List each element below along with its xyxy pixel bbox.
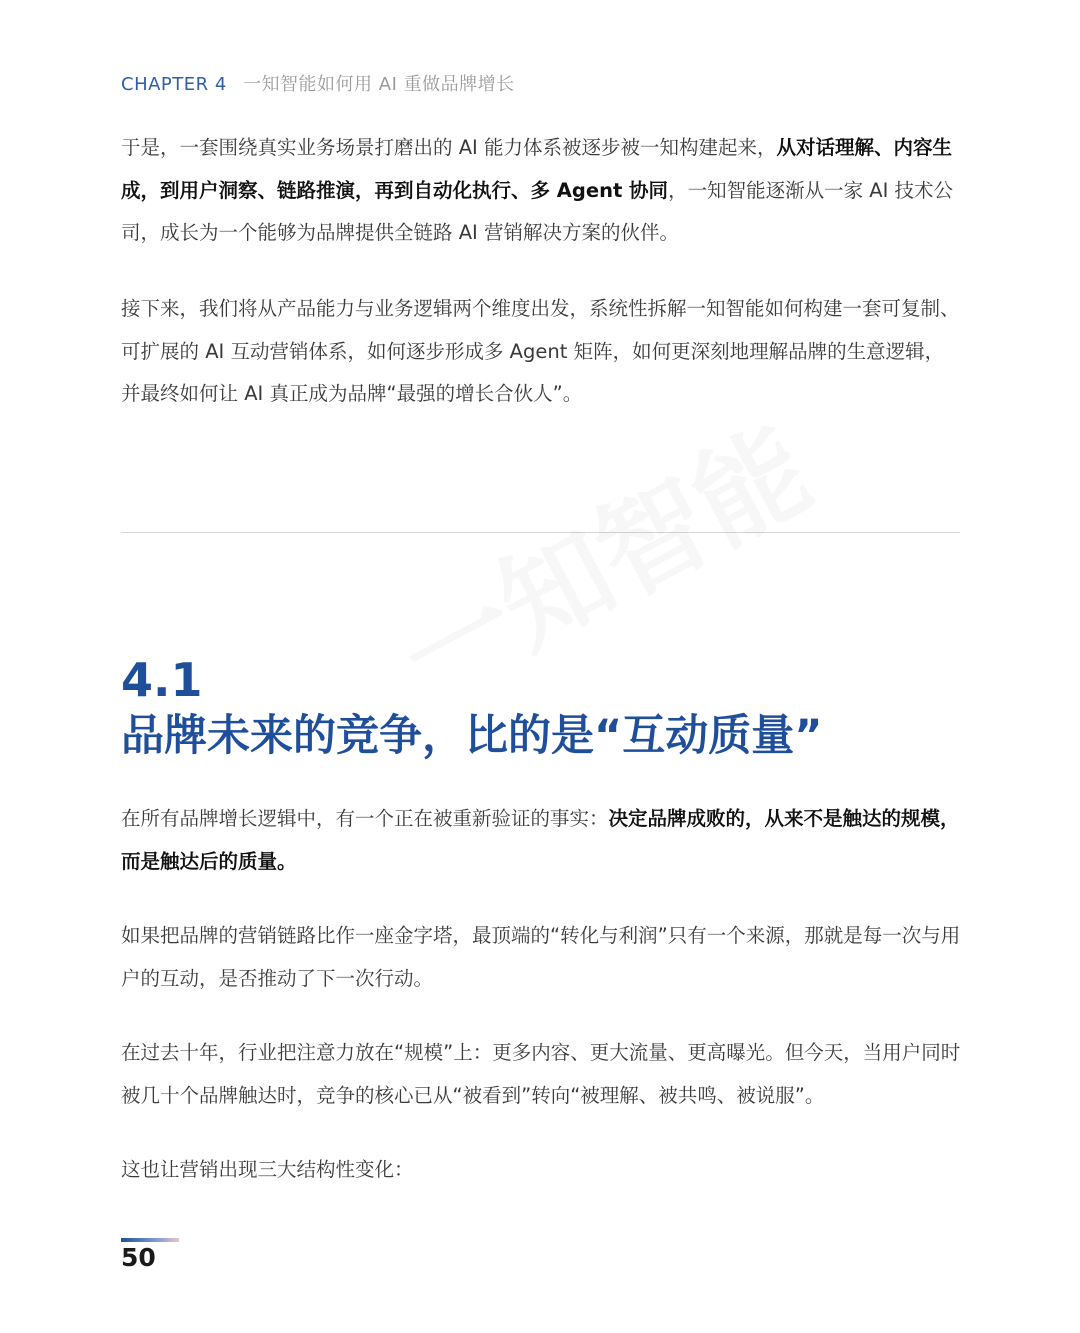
body-paragraph-3: 在过去十年，行业把注意力放在“规模”上：更多内容、更大流量、更高曝光。但今天，当用户同时被几十个品牌触达时，竞争的核心已从“被看到”转向“被理解、被共鸣、被说服”。	[121, 1041, 961, 1107]
section-title: 品牌未来的竞争，比的是“互动质量”	[121, 711, 823, 761]
body-paragraph-4: 这也让营销出现三大结构性变化：	[121, 1158, 414, 1181]
page-number: 50	[121, 1243, 156, 1272]
body-paragraph-1	[121, 798, 961, 883]
chapter-label: CHAPTER 4	[121, 74, 227, 95]
chapter-subtitle: 一知智能如何用 AI 重做品牌增长	[243, 74, 515, 95]
body-p1-bold: 决定品牌成败的，从来不是触达的规模，而是触达后的质量。	[121, 807, 960, 873]
intro-p1-bold: 从对话理解、内容生成，到用户洞察、链路推演，再到自动化执行、多 Agent 协同	[121, 136, 953, 202]
intro-p1-text-b: ，一知智能逐渐从一家 AI 技术公司，成长为一个能够为品牌提供全链路 AI 营销解决方案的伙伴。	[121, 178, 954, 244]
running-header	[121, 70, 515, 96]
intro-paragraph-2: 接下来，我们将从产品能力与业务逻辑两个维度出发，系统性拆解一知智能如何构建一套可复制、可扩展的 AI 互动营销体系，如何逐步形成多 Agent 矩阵，如何更深刻地理解品牌的生意逻辑，并最终如何让 AI 真正成为品牌“最强的增长合伙人”。	[121, 297, 960, 405]
section-number: 4.1	[121, 653, 203, 707]
body-p1-text-a: 在所有品牌增长逻辑中，有一个正在被重新验证的事实：	[121, 807, 609, 830]
intro-p1-text-a: 于是，一套围绕真实业务场景打磨出的 AI 能力体系被逐步被一知构建起来，	[121, 136, 777, 159]
intro-paragraph-1	[121, 127, 961, 255]
section-divider	[121, 532, 960, 533]
body-paragraph-2: 如果把品牌的营销链路比作一座金字塔，最顶端的“转化与利润”只有一个来源，那就是每一次与用户的互动，是否推动了下一次行动。	[121, 924, 961, 990]
watermark: 一知智能	[381, 404, 830, 725]
